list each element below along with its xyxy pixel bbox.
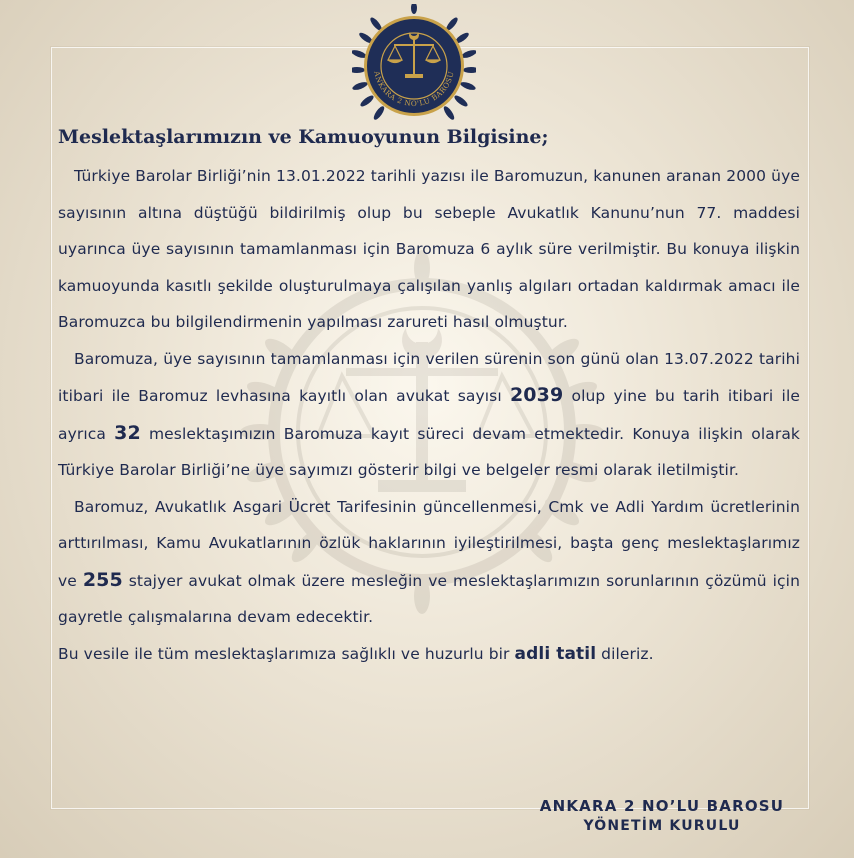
paragraph-3-text-b: stajyer avukat olmak üzere mesleğin ve meslektaşlarımızın sorunlarının çözümü için gayretle çalışmalarına devam edecektir.	[58, 571, 800, 626]
paragraph-2-text-a: Baromuza, üye sayısının tamamlanması için verilen sürenin son günü olan 13.07.2022 tarihi itibari ile Baromuz levhasına kayıtlı olan avukat sayısı	[58, 349, 800, 405]
intern-count: 255	[82, 568, 123, 591]
paragraph-3	[58, 489, 800, 636]
announcement-body	[58, 124, 800, 672]
paragraph-2-text-b: olup yine bu tarih itibari ile ayrıca	[58, 387, 800, 443]
judicial-holiday-text: adli tatil	[514, 643, 597, 664]
paragraph-4-text-a: Bu vesile ile tüm meslektaşlarımıza sağlıklı ve huzurlu bir	[58, 644, 515, 663]
signature-organization: ANKARA 2 NO’LU BAROSU	[539, 797, 785, 815]
paragraph-4	[58, 636, 800, 673]
bar-association-logo-icon	[352, 4, 476, 128]
paragraph-4-text-c: dileriz.	[596, 644, 654, 663]
paragraph-1: Türkiye Barolar Birliği’nin 13.01.2022 tarihli yazısı ile Baromuzun, kanunen aranan 2000 üye sayısının altına düştüğü bildirilmiş olup bu sebeple Avukatlık Kanunu’nun 77. maddesi uyarınca üye sayısının tamamlanması için Baromuza 6 aylık süre verilmiştir. Bu konuya ilişkin kamuoyunda kasıtlı şekilde oluşturulmaya çalışılan yanlış algıları ortadan kaldırmak amacı ile Baromuzca bu bilgilendirmenin yapılması zarureti hasıl olmuştur.	[58, 167, 800, 331]
signature-block	[500, 796, 824, 836]
paragraph-3-text-a: Baromuz, Avukatlık Asgari Ücret Tarifesinin güncellenmesi, Cmk ve Adli Yardım ücretlerinin arttırılması, Kamu Avukatlarının özlük haklarının iyileştirilmesi, başta genç meslektaşlarımız ve	[58, 497, 800, 590]
announcement-title: Meslektaşlarımızın ve Kamuoyunun Bilgisine;	[58, 126, 549, 148]
logo-ring-text: ANKARA 2 NO'LU BAROSU	[372, 70, 456, 109]
signature-board: YÖNETİM KURULU	[583, 818, 741, 834]
paragraph-2	[58, 341, 800, 489]
paragraph-2-text-c: meslektaşımızın Baromuza kayıt süreci devam etmektedir. Konuya ilişkin olarak Türkiye Barolar Birliği’ne üye sayımızı gösterir bilgi ve belgeler resmi olarak iletilmiştir.	[58, 424, 800, 479]
member-count: 2039	[509, 384, 564, 406]
pending-member-count: 32	[114, 421, 141, 444]
